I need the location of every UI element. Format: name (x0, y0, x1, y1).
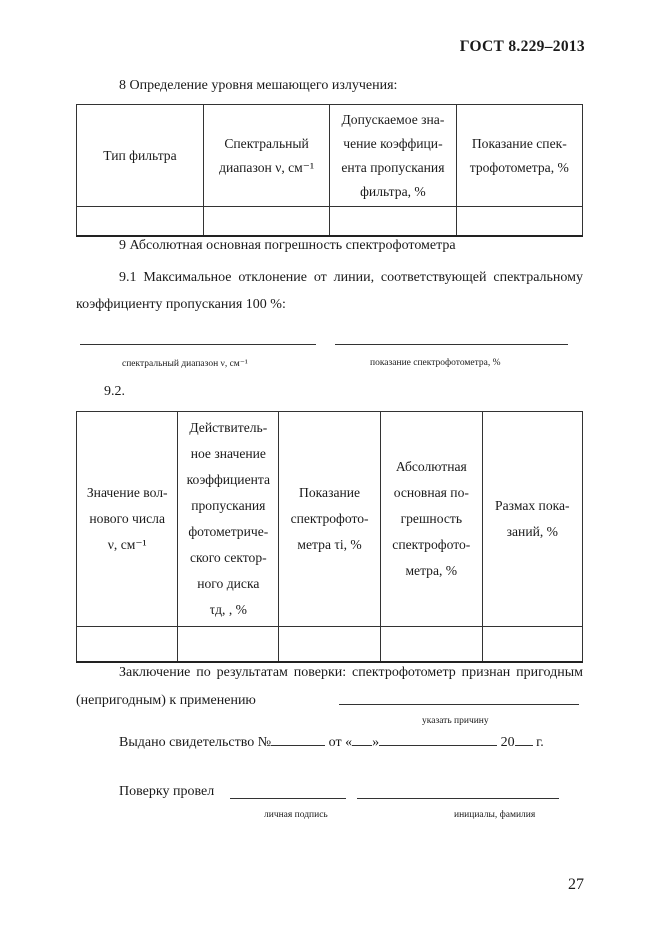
cell-abs-error[interactable] (380, 627, 482, 663)
col-spread: Размах пока- заний, % (482, 412, 582, 627)
section9-title: 9 Абсолютная основная погрешность спектрофотометра (119, 238, 456, 253)
issued-close-quote: » (372, 735, 380, 750)
document-header: ГОСТ 8.229–2013 (459, 38, 585, 55)
year-label: 20 (500, 735, 515, 750)
conclusion-text: Заключение по результатам поверки: спектрофотометр признан пригодным (непригодным) к применению (76, 665, 583, 708)
col-spectral-range: Спектральный диапазон ν, см⁻¹ (203, 105, 329, 207)
caption-name: инициалы, фамилия (454, 810, 536, 820)
caption-signature: личная подпись (264, 810, 328, 820)
issued-line (119, 733, 544, 751)
caption-reading: показание спектрофотометра, % (370, 358, 501, 368)
year-suffix: г. (536, 735, 544, 750)
paragraph-9-1: 9.1 Максимальное отклонение от линии, соответствующей спектральному коэффициенту пропускания 100 %: (76, 270, 583, 312)
line-reading[interactable] (335, 344, 568, 345)
day-field[interactable] (352, 733, 372, 746)
issued-from-label: от « (328, 735, 353, 750)
table-row (77, 207, 583, 237)
caption-reason: указать причину (422, 716, 489, 726)
col-wavenumber: Значение вол- нового числа ν, см⁻¹ (77, 412, 178, 627)
table-absolute-error (76, 411, 583, 663)
section8-title: 8 Определение уровня мешающего излучения: (119, 78, 398, 93)
line-conclusion[interactable] (339, 704, 579, 705)
cell-reading[interactable] (456, 207, 582, 237)
issued-label: Выдано свидетельство № (119, 735, 272, 750)
table-row (77, 627, 583, 663)
cell-spectral-range[interactable] (203, 207, 329, 237)
cell-reading-tau[interactable] (279, 627, 381, 663)
cell-filter-type[interactable] (77, 207, 204, 237)
line-spectral-range[interactable] (80, 344, 316, 345)
line-signature[interactable] (230, 798, 346, 799)
line-name[interactable] (357, 798, 559, 799)
col-filter-type: Тип фильтра (77, 105, 204, 207)
col-reading-tau: Показание спектрофото- метра τi, % (279, 412, 381, 627)
page-number: 27 (568, 876, 584, 893)
paragraph-9-2: 9.2. (104, 384, 125, 399)
cell-wavenumber[interactable] (77, 627, 178, 663)
cell-allowed-value[interactable] (330, 207, 456, 237)
month-field[interactable] (379, 733, 497, 746)
caption-spectral-range: спектральный диапазон ν, см⁻¹ (122, 359, 248, 369)
year-field[interactable] (515, 733, 533, 746)
cell-true-value[interactable] (178, 627, 279, 663)
cell-spread[interactable] (482, 627, 582, 663)
table-interference (76, 104, 583, 237)
col-allowed-value: Допускаемое зна- чение коэффици- ента пропускания фильтра, % (330, 105, 456, 207)
col-abs-error: Абсолютная основная по- грешность спектрофото- метра, % (380, 412, 482, 627)
col-reading: Показание спек- трофотометра, % (456, 105, 582, 207)
verification-label: Поверку провел (119, 784, 215, 799)
col-true-value: Действитель- ное значение коэффициента пропускания фотометриче- ского сектор- ного диска τд, , % (178, 412, 279, 627)
certificate-number-field[interactable] (271, 733, 325, 746)
